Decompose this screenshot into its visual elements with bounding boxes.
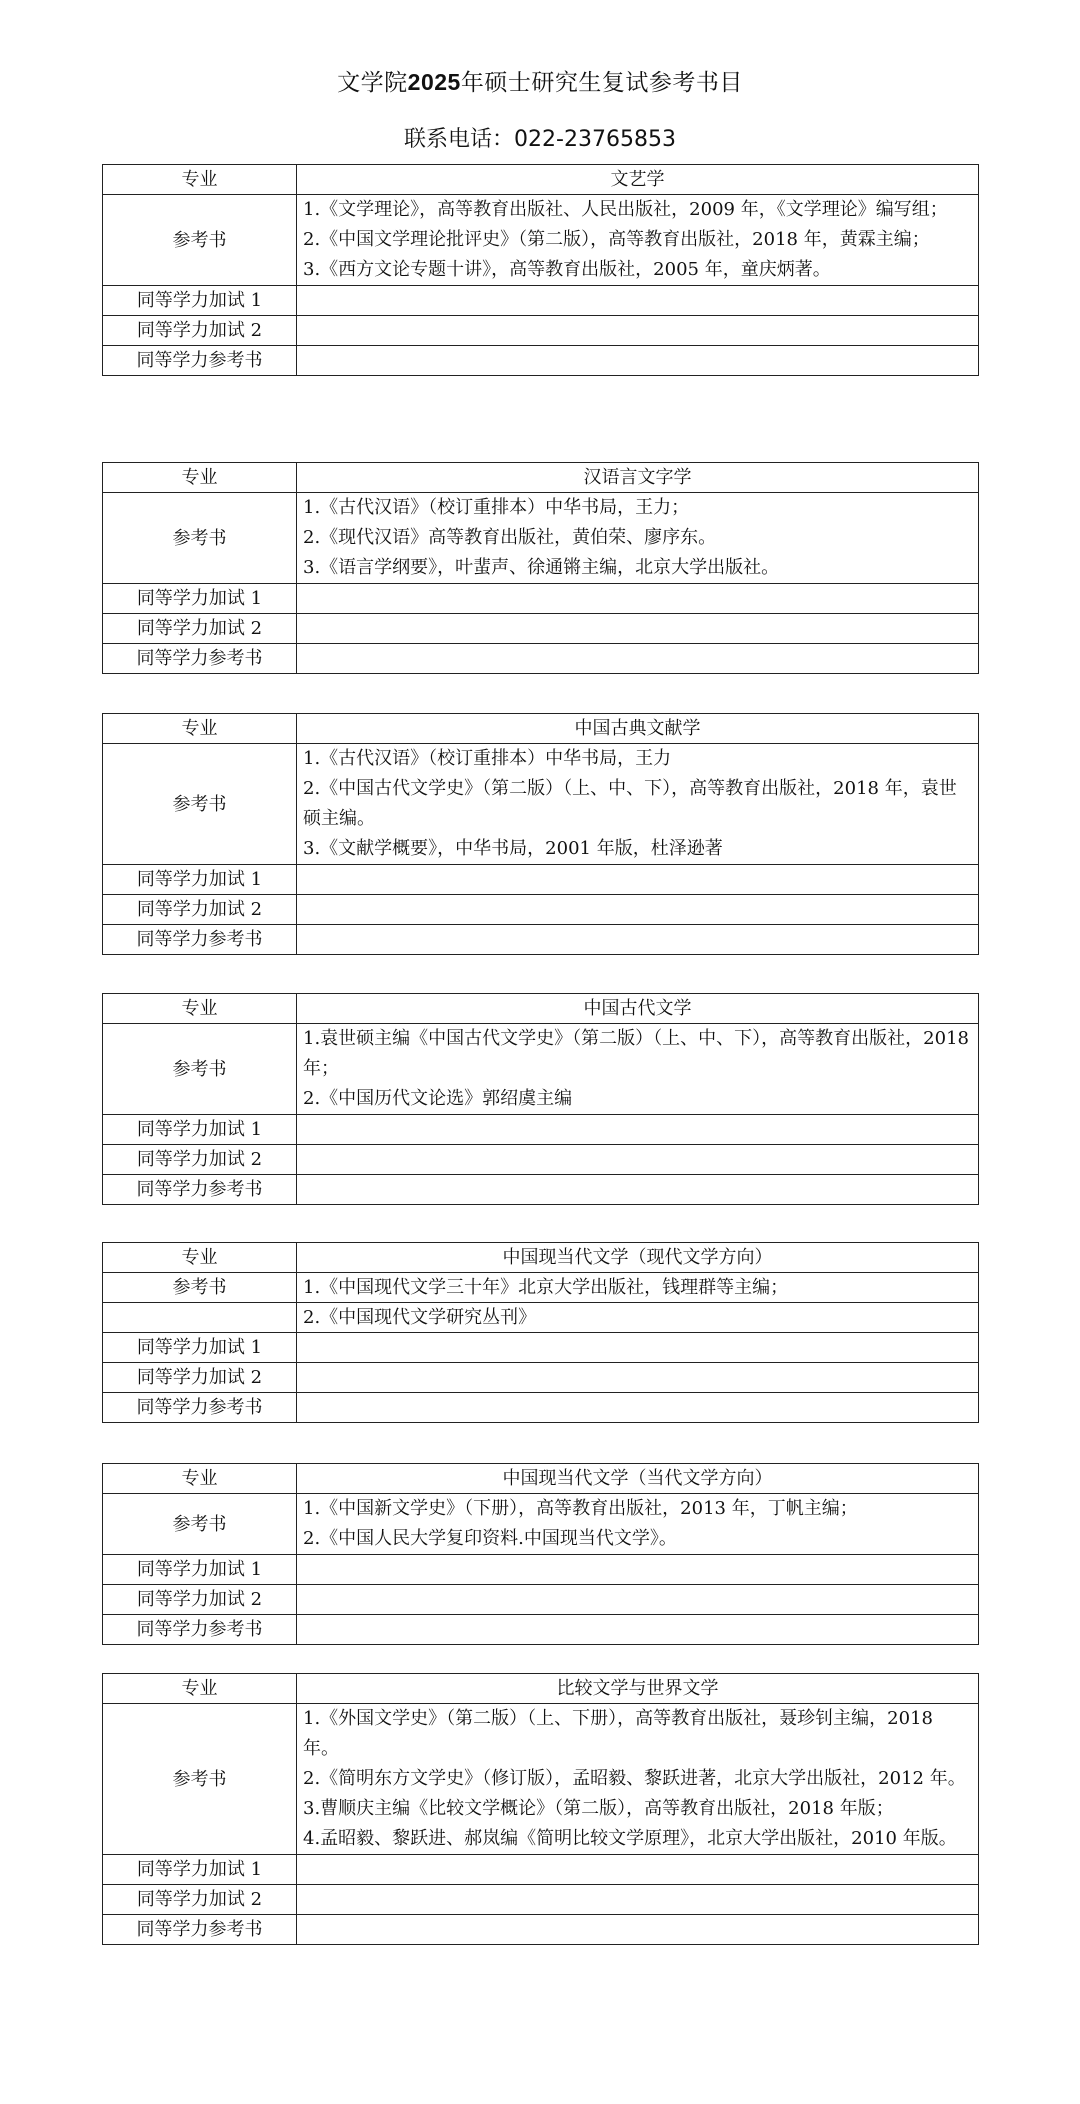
page-title — [0, 64, 1080, 97]
extra-test-1-label: 同等学力加试 1 — [103, 1115, 297, 1145]
books-label: 参考书 — [103, 1704, 297, 1855]
book-item: 4.孟昭毅、黎跃进、郝岚编《简明比较文学原理》，北京大学出版社，2010 年版。 — [303, 1828, 957, 1849]
major-name: 中国古代文学 — [297, 994, 979, 1024]
major-label: 专业 — [103, 1674, 297, 1704]
books-list — [297, 195, 979, 286]
extra-books-label: 同等学力参考书 — [103, 1915, 297, 1945]
major-label: 专业 — [103, 994, 297, 1024]
extra-test-1-value — [297, 1855, 979, 1885]
book-item: 1.《中国新文学史》（下册），高等教育出版社，2013 年，丁帆主编； — [303, 1498, 858, 1519]
major-label: 专业 — [103, 1464, 297, 1494]
extra-test-2-value — [297, 614, 979, 644]
major-name: 比较文学与世界文学 — [297, 1674, 979, 1704]
books-label: 参考书 — [103, 1273, 297, 1303]
extra-test-1-label: 同等学力加试 1 — [103, 1855, 297, 1885]
book-item: 1.《中国现代文学三十年》北京大学出版社，钱理群等主编； — [297, 1273, 979, 1303]
extra-test-1-label: 同等学力加试 1 — [103, 286, 297, 316]
extra-test-2-label: 同等学力加试 2 — [103, 1145, 297, 1175]
extra-books-label: 同等学力参考书 — [103, 925, 297, 955]
major-table-wenyixue — [102, 164, 979, 376]
major-name: 中国古典文献学 — [297, 714, 979, 744]
extra-test-1-label: 同等学力加试 1 — [103, 865, 297, 895]
extra-test-1-value — [297, 286, 979, 316]
extra-test-2-value — [297, 1885, 979, 1915]
extra-test-2-label: 同等学力加试 2 — [103, 614, 297, 644]
major-name: 汉语言文字学 — [297, 463, 979, 493]
extra-test-1-label: 同等学力加试 1 — [103, 1555, 297, 1585]
contact-phone: 联系电话：022-23765853 — [404, 127, 676, 152]
books-list — [297, 1494, 979, 1555]
extra-books-value — [297, 1175, 979, 1205]
extra-test-1-value — [297, 865, 979, 895]
book-item: 1.《外国文学史》（第二版）（上、下册），高等教育出版社，聂珍钊主编，2018 年。 — [303, 1708, 933, 1759]
title-suffix: 年硕士研究生复试参考书目 — [460, 70, 743, 96]
major-label: 专业 — [103, 463, 297, 493]
major-label: 专业 — [103, 1243, 297, 1273]
books-label: 参考书 — [103, 195, 297, 286]
extra-test-2-label: 同等学力加试 2 — [103, 316, 297, 346]
books-label: 参考书 — [103, 1024, 297, 1115]
extra-books-value — [297, 1615, 979, 1645]
books-list — [297, 744, 979, 865]
major-table-gudian-wenxian — [102, 713, 979, 955]
book-item: 3.《语言学纲要》，叶蜚声、徐通锵主编，北京大学出版社。 — [303, 557, 780, 578]
extra-test-2-value — [297, 316, 979, 346]
extra-test-2-value — [297, 1585, 979, 1615]
books-label-empty — [103, 1303, 297, 1333]
book-item: 2.《中国历代文论选》郭绍虞主编 — [303, 1088, 573, 1109]
major-table-dangdai-wenxue — [102, 1463, 979, 1645]
extra-test-1-label: 同等学力加试 1 — [103, 584, 297, 614]
book-item: 2.《现代汉语》高等教育出版社，黄伯荣、廖序东。 — [303, 527, 717, 548]
major-name: 中国现当代文学（现代文学方向） — [297, 1243, 979, 1273]
extra-test-1-value — [297, 1555, 979, 1585]
books-label: 参考书 — [103, 1494, 297, 1555]
book-item: 3.曹顺庆主编《比较文学概论》（第二版），高等教育出版社，2018 年版； — [303, 1798, 894, 1819]
extra-test-2-value — [297, 1145, 979, 1175]
book-item: 1.《古代汉语》（校订重排本）中华书局，王力； — [303, 497, 690, 518]
extra-books-value — [297, 1915, 979, 1945]
book-item: 1.《文学理论》，高等教育出版社、人民出版社，2009 年，《文学理论》编写组； — [303, 199, 948, 220]
extra-books-label: 同等学力参考书 — [103, 1615, 297, 1645]
books-label: 参考书 — [103, 493, 297, 584]
books-list — [297, 493, 979, 584]
title-year: 2025 — [407, 69, 461, 95]
title-prefix: 文学院 — [337, 70, 408, 96]
major-table-xiandai-wenxue — [102, 1242, 979, 1423]
extra-test-2-label: 同等学力加试 2 — [103, 1885, 297, 1915]
books-label: 参考书 — [103, 744, 297, 865]
extra-books-label: 同等学力参考书 — [103, 644, 297, 674]
major-table-bijiao-wenxue — [102, 1673, 979, 1945]
book-item: 2.《中国古代文学史》（第二版）（上、中、下），高等教育出版社，2018 年，袁世硕主编。 — [303, 778, 957, 829]
extra-books-value — [297, 925, 979, 955]
extra-books-value — [297, 1393, 979, 1423]
extra-test-1-value — [297, 1333, 979, 1363]
major-label: 专业 — [103, 165, 297, 195]
books-list — [297, 1024, 979, 1115]
extra-test-1-value — [297, 1115, 979, 1145]
extra-books-value — [297, 644, 979, 674]
extra-test-2-label: 同等学力加试 2 — [103, 1585, 297, 1615]
extra-test-2-label: 同等学力加试 2 — [103, 895, 297, 925]
extra-test-1-value — [297, 584, 979, 614]
book-item: 3.《西方文论专题十讲》，高等教育出版社，2005 年，童庆炳著。 — [303, 259, 831, 280]
book-item: 1.袁世硕主编《中国古代文学史》（第二版）（上、中、下），高等教育出版社，2018 年； — [303, 1028, 969, 1079]
extra-test-2-label: 同等学力加试 2 — [103, 1363, 297, 1393]
extra-books-label: 同等学力参考书 — [103, 1393, 297, 1423]
extra-books-label: 同等学力参考书 — [103, 346, 297, 376]
books-list — [297, 1704, 979, 1855]
book-item: 3.《文献学概要》，中华书局，2001 年版，杜泽逊著 — [303, 838, 723, 859]
major-name: 文艺学 — [297, 165, 979, 195]
extra-books-value — [297, 346, 979, 376]
extra-books-label: 同等学力参考书 — [103, 1175, 297, 1205]
extra-test-2-value — [297, 895, 979, 925]
major-name: 中国现当代文学（当代文学方向） — [297, 1464, 979, 1494]
book-item: 2.《中国人民大学复印资料.中国现当代文学》。 — [303, 1528, 677, 1549]
book-item: 2.《简明东方文学史》（修订版），孟昭毅、黎跃进著，北京大学出版社，2012 年。 — [303, 1768, 966, 1789]
extra-test-2-value — [297, 1363, 979, 1393]
book-item: 2.《中国现代文学研究丛刊》 — [297, 1303, 979, 1333]
major-label: 专业 — [103, 714, 297, 744]
major-table-gudai-wenxue — [102, 993, 979, 1205]
major-table-hanyuyan — [102, 462, 979, 674]
extra-test-1-label: 同等学力加试 1 — [103, 1333, 297, 1363]
book-item: 1.《古代汉语》（校订重排本）中华书局，王力 — [303, 748, 672, 769]
book-item: 2.《中国文学理论批评史》（第二版），高等教育出版社，2018 年，黄霖主编； — [303, 229, 930, 250]
